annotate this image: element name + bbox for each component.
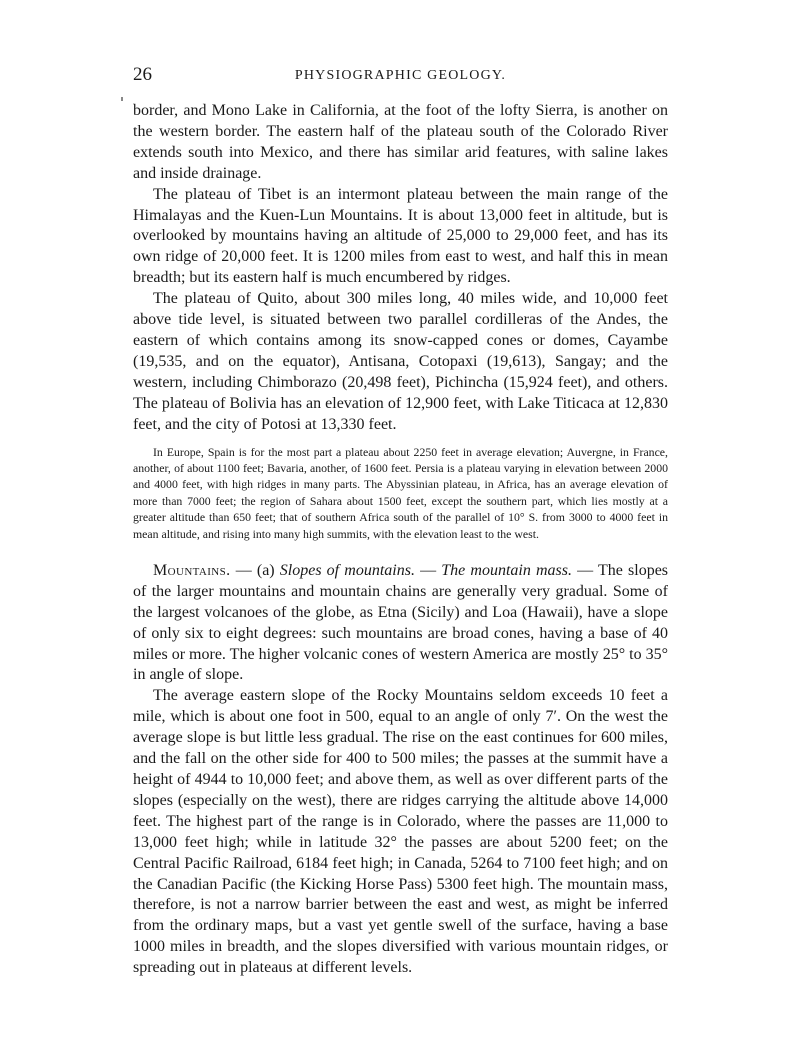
subsection-heading: Slopes of mountains. — [279, 561, 415, 579]
heading-dash: — — [572, 561, 598, 579]
footnote-plateaus: In Europe, Spain is for the most part a plateau about 2250 feet in average elevation; Auvergne, in France, another, of about 1100 feet; Bavaria, another, of 1600 feet. Persia is a plateau varying in elevation between 2000 and 4000 feet, with high ridges in many parts. The Abyssinian plateau, in Africa, has an average elevation of more than 7000 feet; the region of Sahara about 1500 feet, except the southern part, which lies mostly at a greater altitude than 650 feet; that of southern Africa south of the parallel of 10° S. from 3000 to 4000 feet in mean altitude, and rising into many high summits, with the elevation least to the west. — [133, 444, 668, 541]
heading-dash: — — [414, 561, 442, 579]
page-header — [133, 64, 668, 86]
paragraph-mountains — [133, 561, 668, 686]
heading-dash: — (a) — [230, 561, 280, 579]
paragraph-rocky-mountains: The average eastern slope of the Rocky Mountains seldom exceeds 10 feet a mile, which is about one foot in 500, equal to an angle of only 7′. On the west the average slope is but little less gradual. The rise on the east continues for 600 miles, and the fall on the other side for 400 to 500 miles; the passes at the summit have a height of 4944 to 10,000 feet; and above them, as well as over different parts of the slopes (especially on the west), there are ridges carrying the altitude above 14,000 feet. The highest part of the range is in Colorado, where the passes are 11,000 to 13,000 feet high; while in latitude 32° the passes are about 5200 feet; on the Central Pacific Railroad, 6184 feet high; in Canada, 5264 to 7100 feet high; and on the Canadian Pacific (the Kicking Horse Pass) 5300 feet high. The mountain mass, therefore, is not a narrow barrier between the east and west, as might be inferred from the ordinary maps, but a vast yet gentle swell of the surface, having a base 1000 miles in breadth, and the slopes diversified with various mountain ridges, or spreading out in plateaus at different levels. — [133, 687, 668, 977]
running-head: PHYSIOGRAPHIC GEOLOGY. — [294, 68, 507, 83]
section-heading: Mountains. — [153, 561, 231, 579]
paragraph-continued: border, and Mono Lake in California, at the foot of the lofty Sierra, is another on the western border. The eastern half of the plateau south of the Colorado River extends south into Mexico, and there has similar arid features, with saline lakes and inside drainage. — [133, 102, 668, 182]
paragraph-text: The slopes of the larger mountains and mountain chains are generally very gradual. Some of the largest volcanoes of the globe, as Etna (Sicily) and Loa (Hawaii), have a slope of only six to eight degrees: such mountains are broad cones, having a base of 40 miles or more. The higher volcanic cones of western America are mostly 25° to 35° in angle of slope. — [133, 561, 669, 684]
paragraph-tibet: The plateau of Tibet is an intermont plateau between the main range of the Himalayas and the Kuen-Lun Mountains. It is about 13,000 feet in altitude, but is overlooked by mountains having an altitude of 25,000 to 29,000 feet, and has its own ridge of 20,000 feet. It is 1200 miles from east to west, and half this in mean breadth; but its eastern half is much encumbered by ridges. — [133, 185, 668, 287]
page-body — [133, 101, 668, 979]
subsubsection-heading: The mountain mass. — [441, 561, 572, 579]
margin-mark — [121, 97, 123, 101]
page-number: 26 — [133, 64, 152, 85]
paragraph-quito: The plateau of Quito, about 300 miles long, 40 miles wide, and 10,000 feet above tide level, is situated between two parallel cordilleras of the Andes, the eastern of which contains among its snow-capped cones or domes, Cayambe (19,535, and on the equator), Antisana, Cotopaxi (19,613), Sangay; and the western, including Chimborazo (20,498 feet), Pichincha (15,924 feet), and others. The plateau of Bolivia has an elevation of 12,900 feet, with Lake Titicaca at 12,830 feet, and the city of Potosi at 13,330 feet. — [133, 290, 668, 433]
